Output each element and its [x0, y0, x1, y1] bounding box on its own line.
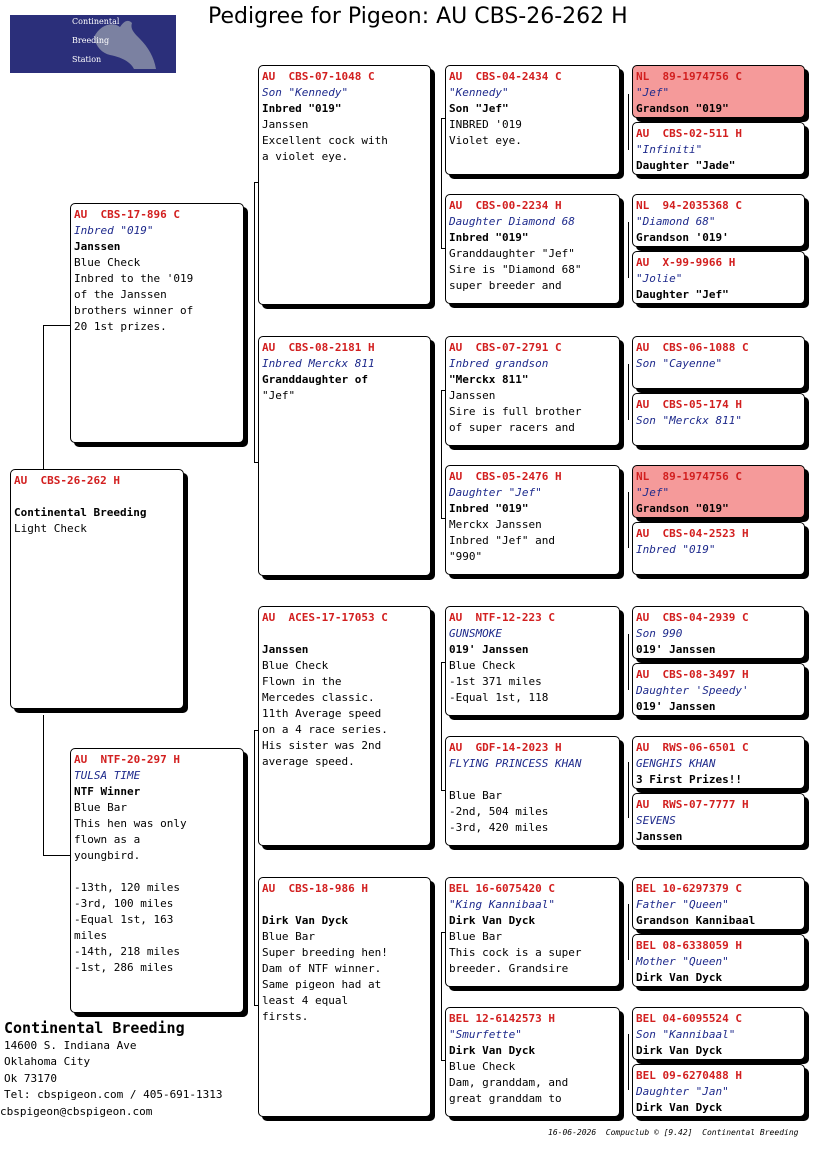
band-number: AU RWS-07-7777 H [636, 798, 749, 811]
band-number: AU CBS-05-2476 H [449, 470, 562, 483]
note-line: -13th, 120 miles [74, 881, 180, 894]
note-line: -14th, 218 miles [74, 945, 180, 958]
pigeon-name: Father "Queen" [636, 898, 729, 911]
strain-line: Inbred "019" [262, 102, 342, 115]
pigeon-name: Son 990 [636, 627, 683, 640]
band-number: AU CBS-17-896 C [74, 208, 180, 221]
pigeon-card-sire[interactable] [70, 203, 244, 443]
strain-line: Granddaughter of [262, 373, 368, 386]
band-number: AU CBS-26-262 H [14, 474, 120, 487]
pigeon-name: "Jef" [636, 86, 670, 99]
note-line: 11th Average speed [262, 707, 382, 720]
note-line: -2nd, 504 miles [449, 805, 549, 818]
print-stamp: 16-06-2026 Compuclub © [9.42] Continental Breeding [548, 1128, 799, 1137]
band-number: BEL 08-6338059 H [636, 939, 742, 952]
connector-line [254, 182, 255, 462]
phone[interactable]: Tel: cbspigeon.com / 405-691-1313 [4, 1088, 223, 1102]
note-line: Granddaughter "Jef" [449, 247, 575, 260]
band-number: AU CBS-07-1048 C [262, 70, 375, 83]
note-line: Mercedes classic. [262, 691, 375, 704]
note-line: a violet eye. [262, 150, 349, 163]
strain-line: Grandson "019" [636, 502, 729, 515]
pigeon-card-dam[interactable] [70, 748, 244, 1013]
pigeon-name: Inbred "019" [636, 543, 716, 556]
connector-line [43, 325, 70, 326]
strain-line: 019' Janssen [449, 643, 529, 656]
note-line: Sire is "Diamond 68" [449, 263, 582, 276]
note-line: -Equal 1st, 163 [74, 913, 174, 926]
strain-line: Son "Jef" [449, 102, 509, 115]
band-number: NL 89-1974756 C [636, 470, 742, 483]
pigeon-name: "Infiniti" [636, 143, 703, 156]
note-line: Blue Bar [449, 789, 502, 802]
note-line: INBRED '019 [449, 118, 522, 131]
strain-line: NTF Winner [74, 785, 141, 798]
band-number: AU NTF-12-223 C [449, 611, 555, 624]
pigeon-card-gggp-15[interactable] [632, 1007, 805, 1060]
pigeon-card-gggp-8[interactable] [632, 522, 805, 575]
connector-line [628, 492, 629, 548]
note-line: great granddam to [449, 1092, 562, 1105]
pigeon-card-gggp-14[interactable] [632, 934, 805, 987]
pigeon-name: Son "Cayenne" [636, 357, 723, 370]
pigeon-card-dam-dam[interactable] [258, 877, 431, 1117]
note-line: Merckx Janssen [449, 518, 542, 531]
note-line: His sister was 2nd [262, 739, 382, 752]
note-line: average speed. [262, 755, 355, 768]
pigeon-card-ggp-4[interactable] [445, 465, 620, 575]
note-line: Dam, granddam, and [449, 1076, 569, 1089]
strain-line: Dirk Van Dyck [636, 1101, 723, 1114]
band-number: AU NTF-20-297 H [74, 753, 180, 766]
connector-line [628, 94, 629, 150]
band-number: AU GDF-14-2023 H [449, 741, 562, 754]
breeder-name: Continental Breeding [4, 1019, 185, 1037]
connector-line [628, 222, 629, 278]
note-line: 20 1st prizes. [74, 320, 167, 333]
pigeon-card-ggp-7[interactable] [445, 877, 620, 987]
strain-line: "Merckx 811" [449, 373, 529, 386]
pigeon-card-gggp-11[interactable] [632, 736, 805, 789]
band-number: AU X-99-9966 H [636, 256, 736, 269]
note-line: Dam of NTF winner. [262, 962, 382, 975]
band-number: AU CBS-04-2939 C [636, 611, 749, 624]
pigeon-name: Son "Kennedy" [262, 86, 349, 99]
pigeon-name: Daughter "Jan" [636, 1085, 729, 1098]
pigeon-card-subject[interactable] [10, 469, 184, 709]
band-number: AU CBS-18-986 H [262, 882, 368, 895]
strain-line: Dirk Van Dyck [449, 1044, 536, 1057]
pigeon-card-ggp-3[interactable] [445, 336, 620, 446]
note-line: -3rd, 420 miles [449, 821, 549, 834]
pigeon-card-gggp-5[interactable] [632, 336, 805, 389]
note-line: "990" [449, 550, 483, 563]
pigeon-card-ggp-8[interactable] [445, 1007, 620, 1117]
pigeon-name: FLYING PRINCESS KHAN [449, 757, 582, 770]
note-line [262, 897, 427, 913]
pigeon-card-gggp-16[interactable] [632, 1064, 805, 1117]
pigeon-name: "Jolie" [636, 272, 683, 285]
strain-line: Dirk Van Dyck [262, 914, 349, 927]
note-line: Flown in the [262, 675, 342, 688]
pigeon-card-gggp-9[interactable] [632, 606, 805, 659]
pigeon-card-sire-sire[interactable] [258, 65, 431, 305]
pigeon-card-gggp-4[interactable] [632, 251, 805, 304]
logo-line-2: Breeding [72, 36, 110, 45]
note-line: Violet eye. [449, 134, 522, 147]
note-line [449, 772, 616, 788]
pigeon-card-gggp-6[interactable] [632, 393, 805, 446]
note-line: Sire is full brother [449, 405, 582, 418]
band-number: AU ACES-17-17053 C [262, 611, 388, 624]
note-line: "Jef" [262, 389, 296, 402]
pigeon-card-gggp-1[interactable] [632, 65, 805, 118]
band-number: NL 94-2035368 C [636, 199, 742, 212]
pigeon-name: "Jef" [636, 486, 670, 499]
pigeon-name: Inbred Merckx 811 [262, 357, 375, 370]
strain-line: Inbred "019" [449, 231, 529, 244]
strain-line: Daughter "Jef" [636, 288, 729, 301]
note-line: Inbred to the '019 [74, 272, 194, 285]
note-line: This hen was only [74, 817, 187, 830]
note-line: of super racers and [449, 421, 575, 434]
band-number: BEL 04-6095524 C [636, 1012, 742, 1025]
band-number: AU CBS-06-1088 C [636, 341, 749, 354]
connector-line [43, 325, 44, 470]
breeder-contact [0, 1018, 223, 1120]
note-line [74, 864, 240, 880]
note-line: Janssen [449, 389, 496, 402]
note-line: Blue Check [262, 659, 329, 672]
pigeon-name: "King Kannibaal" [449, 898, 555, 911]
note-line: Blue Bar [449, 930, 502, 943]
connector-line [628, 1034, 629, 1090]
note-line: Super breeding hen! [262, 946, 388, 959]
band-number: AU RWS-06-6501 C [636, 741, 749, 754]
band-number: BEL 12-6142573 H [449, 1012, 555, 1025]
page-title: Pedigree for Pigeon: AU CBS-26-262 H [208, 4, 628, 29]
connector-line [628, 762, 629, 818]
note-line: flown as a [74, 833, 141, 846]
logo-line-1: Continental [72, 17, 120, 26]
pigeon-name: Inbred grandson [449, 357, 549, 370]
pigeon-card-sire-dam[interactable] [258, 336, 431, 576]
pigeon-name: "Kennedy" [449, 86, 509, 99]
pigeon-name: Daughter Diamond 68 [449, 215, 575, 228]
band-number: AU CBS-05-174 H [636, 398, 742, 411]
strain-line: Grandson "019" [636, 102, 729, 115]
strain-line: 3 First Prizes!! [636, 773, 742, 786]
note-line: Same pigeon had at [262, 978, 382, 991]
note-line: super breeder and [449, 279, 562, 292]
pigeon-card-ggp-5[interactable] [445, 606, 620, 716]
connector-line [441, 932, 442, 1060]
pigeon-name: Inbred "019" [74, 224, 154, 237]
pigeon-card-gggp-10[interactable] [632, 663, 805, 716]
band-number: AU CBS-07-2791 C [449, 341, 562, 354]
pigeon-name: Son "Kannibaal" [636, 1028, 736, 1041]
strain-line: Inbred "019" [449, 502, 529, 515]
pigeon-card-gggp-3[interactable] [632, 194, 805, 247]
connector-line [628, 364, 629, 420]
note-line: -1st 371 miles [449, 675, 542, 688]
logo-line-3: Station [72, 55, 102, 64]
band-number: AU CBS-04-2434 C [449, 70, 562, 83]
strain-line: Dirk Van Dyck [636, 971, 723, 984]
pigeon-name: Son "Merckx 811" [636, 414, 742, 427]
note-line [14, 489, 180, 505]
strain-line: Janssen [74, 240, 121, 253]
band-number: BEL 10-6297379 C [636, 882, 742, 895]
strain-line: Dirk Van Dyck [449, 914, 536, 927]
note-line: Janssen [262, 118, 309, 131]
note-line: Blue Check [74, 256, 141, 269]
note-line: Inbred "Jef" and [449, 534, 555, 547]
pigeon-card-dam-sire[interactable] [258, 606, 431, 846]
note-line: youngbird. [74, 849, 141, 862]
pigeon-name: Daughter 'Speedy' [636, 684, 749, 697]
pigeon-card-gggp-13[interactable] [632, 877, 805, 930]
pigeon-card-gggp-7[interactable] [632, 465, 805, 518]
connector-line [43, 715, 44, 855]
note-line: breeder. Grandsire [449, 962, 569, 975]
pigeon-name: GENGHIS KHAN [636, 757, 716, 770]
connector-line [441, 118, 442, 248]
address-zip: Ok 73170 [4, 1071, 57, 1085]
connector-line [628, 634, 629, 690]
logo [10, 15, 176, 73]
note-line: least 4 equal [262, 994, 349, 1007]
note-line: Excellent cock with [262, 134, 388, 147]
strain-line: 019' Janssen [636, 643, 716, 656]
pigeon-card-ggp-1[interactable] [445, 65, 620, 175]
pigeon-name: TULSA TIME [74, 769, 141, 782]
band-number: NL 89-1974756 C [636, 70, 742, 83]
note-line: -3rd, 100 miles [74, 897, 174, 910]
email[interactable]: cbspigeon@cbspigeon.com [0, 1104, 153, 1118]
strain-line: Janssen [636, 830, 683, 843]
band-number: AU CBS-08-2181 H [262, 341, 375, 354]
pigeon-name: "Diamond 68" [636, 215, 716, 228]
strain-line: Daughter "Jade" [636, 159, 736, 172]
strain-line: 019' Janssen [636, 700, 716, 713]
connector-line [254, 730, 255, 1005]
strain-line: Continental Breeding [14, 506, 147, 519]
strain-line: Grandson Kannibaal [636, 914, 756, 927]
note-line: Light Check [14, 522, 87, 535]
note-line: Blue Bar [262, 930, 315, 943]
strain-line: Dirk Van Dyck [636, 1044, 723, 1057]
pigeon-name: Daughter "Jef" [449, 486, 542, 499]
pigeon-card-ggp-2[interactable] [445, 194, 620, 304]
strain-line: Janssen [262, 643, 309, 656]
band-number: AU CBS-00-2234 H [449, 199, 562, 212]
note-line: Blue Check [449, 659, 516, 672]
address-street: 14600 S. Indiana Ave [4, 1039, 137, 1052]
pigeon-card-gggp-2[interactable] [632, 122, 805, 175]
pigeon-name: Mother "Queen" [636, 955, 729, 968]
band-number: AU CBS-04-2523 H [636, 527, 749, 540]
note-line: miles [74, 929, 108, 942]
connector-line [441, 390, 442, 518]
pigeon-name: SEVENS [636, 814, 676, 827]
note-line: Blue Bar [74, 801, 127, 814]
note-line: -1st, 286 miles [74, 961, 174, 974]
address-city: Oklahoma City [4, 1055, 91, 1069]
band-number: BEL 09-6270488 H [636, 1069, 742, 1082]
band-number: AU CBS-02-511 H [636, 127, 742, 140]
pigeon-card-gggp-12[interactable] [632, 793, 805, 846]
connector-line [43, 855, 70, 856]
band-number: AU CBS-08-3497 H [636, 668, 749, 681]
note-line: Blue Check [449, 1060, 516, 1073]
note-line: -Equal 1st, 118 [449, 691, 549, 704]
note-line: brothers winner of [74, 304, 194, 317]
band-number: BEL 16-6075420 C [449, 882, 555, 895]
pigeon-card-ggp-6[interactable] [445, 736, 620, 846]
note-line: on a 4 race series. [262, 723, 388, 736]
note-line: firsts. [262, 1010, 309, 1023]
note-line: of the Janssen [74, 288, 167, 301]
note-line: This cock is a super [449, 946, 582, 959]
connector-line [441, 662, 442, 790]
pigeon-name: "Smurfette" [449, 1028, 522, 1041]
note-line [262, 626, 427, 642]
strain-line: Grandson '019' [636, 231, 729, 244]
pigeon-name: GUNSMOKE [449, 627, 502, 640]
connector-line [628, 904, 629, 960]
